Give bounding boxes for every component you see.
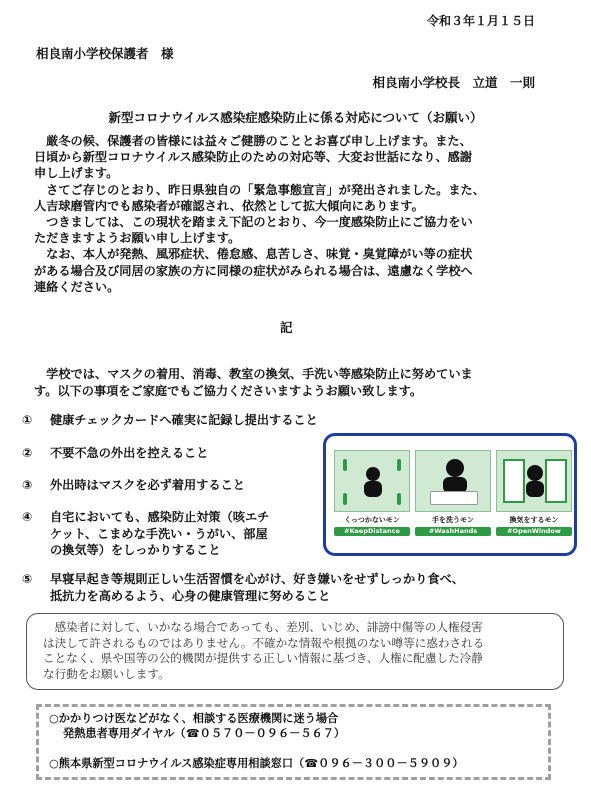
consultation-desk: ○熊本県新型コロナウイルス感染症専用相談窓口（☎０９６－３００－５９０９） [49, 757, 464, 770]
notice-line: 感染者に対して、いかなる場合であっても、差別、いじめ、誹謗中傷等の人権侵害 [43, 620, 483, 634]
person-icon [343, 493, 347, 505]
body-line: なお、本人が発熱、風邪症状、倦怠感、息苦しさ、味覚・臭覚障がい等の症状 [34, 247, 473, 262]
panel-caption [334, 516, 410, 536]
open-window-illustration [496, 450, 572, 512]
list-item [22, 509, 269, 559]
kumamon-body-icon [364, 481, 382, 497]
panel-caption-jp: 手を洗うモン [432, 516, 474, 524]
body-line: 厳冬の候、保護者の皆様には益々ご健勝のこととお喜び申し上げます。また、 [34, 134, 472, 148]
kumamon-prevention-poster [323, 433, 577, 556]
kumamon-head-icon [366, 467, 380, 481]
sender: 相良南小学校長 立道 一則 [372, 75, 535, 90]
item-text: の換気等）をしっかりすること [50, 543, 221, 557]
item-text: 外出時はマスクを必ず着用すること [50, 478, 245, 492]
panel-caption-jp: 換気をするモン [509, 516, 559, 524]
body-paragraphs [34, 133, 562, 295]
sink-icon [430, 491, 478, 505]
item-number: ④ [22, 510, 33, 524]
list-item [22, 412, 318, 429]
body-line: 人吉球磨管内でも感染者が確認され、依然として拡大傾向にあります。 [34, 198, 424, 213]
kumamon-body-icon [526, 481, 544, 497]
panel-caption-en: #WashHands [415, 527, 491, 536]
panel-caption-en: #KeepDistance [334, 527, 410, 536]
item-text: 抵抗力を高めるよう、心身の健康管理に努めること [50, 588, 331, 603]
notice-line: は決して許されるものではありません。不確かな情報や根拠のない噂等に惑わされる [43, 635, 485, 650]
panel-caption-en: #OpenWindow [496, 527, 572, 536]
panel-caption-jp: くっつかないモン [344, 516, 400, 524]
item-text: 早寝早起き等規則正しい生活習慣を心がけ、好き嫌いをせずしっかり食べ、 [50, 572, 464, 586]
body-line: つきましては、この現状を踏まえ下記のとおり、今一度感染防止にご協力をい [34, 215, 473, 230]
human-rights-notice-box [26, 613, 564, 690]
person-icon [343, 459, 347, 471]
intro-paragraph [34, 366, 562, 399]
notice-line: ことなく、県や国等の公的機関が提供する正しい情報に基づき、人権に配慮した冷静 [43, 651, 483, 666]
letter-date: 令和３年１月１５日 [426, 14, 535, 28]
intro-line: 学校では、マスクの着用、消毒、教室の換気、手洗い等感染防止に努めていま [34, 367, 473, 381]
list-item [22, 445, 208, 462]
body-line: がある場合及び同居の家族の方に同様の症状がみられる場合は、遠慮なく学校へ [34, 263, 473, 278]
fever-dial: 発熱患者専用ダイヤル（☎０５７０－０９６－５６７） [63, 727, 346, 740]
item-number: ⑤ [22, 572, 33, 586]
item-number: ② [22, 446, 33, 460]
window-icon [503, 459, 525, 503]
body-line: 連絡ください。 [34, 279, 120, 294]
item-text-multiline [50, 571, 464, 604]
body-line: 日頃から新型コロナウイルス感染防止のための対応等、大変お世話になり、感謝 [34, 150, 473, 165]
item-text: 自宅においても、感染防止対策（咳エチ [50, 510, 270, 524]
list-item [22, 571, 464, 604]
body-line: ただきますようお願い申し上げます。 [34, 231, 241, 246]
kumamon-head-icon [527, 465, 543, 481]
contact-line: ○かかりつけ医などがなく、相談する医療機関に迷う場合 [49, 712, 339, 725]
person-icon [397, 493, 401, 505]
ki-heading: 記 [280, 320, 293, 335]
panel-caption [496, 516, 572, 536]
notice-line: な行動をお願いします。 [43, 666, 170, 681]
letter-title: 新型コロナウイルス感染症感染防止に係る対応について（お願い） [108, 110, 483, 125]
contact-info-box [36, 704, 551, 780]
person-icon [397, 459, 401, 471]
item-number: ③ [22, 478, 33, 492]
item-text: ケット、こまめな手洗い・うがい、部屋 [50, 526, 268, 541]
item-text: 不要不急の外出を控えること [50, 446, 209, 460]
item-number: ① [22, 413, 33, 427]
item-text-multiline [50, 509, 269, 559]
window-icon [545, 459, 567, 503]
list-item [22, 477, 245, 494]
item-text: 健康チェックカードへ確実に記録し提出すること [50, 413, 318, 427]
keep-distance-illustration [334, 450, 410, 512]
recipient: 相良南小学校保護者 様 [36, 46, 174, 61]
panel-caption [415, 516, 491, 536]
intro-line: す。以下の事項をご家庭でもご協力くださいますようお願い致します。 [34, 383, 423, 398]
body-line: 申し上げます。 [34, 166, 119, 181]
kumamon-head-icon [446, 459, 464, 477]
body-line: さてご存じのとおり、昨日県独自の「緊急事態宣言」が発出されました。また、 [34, 182, 485, 197]
wash-hands-illustration [415, 450, 491, 512]
